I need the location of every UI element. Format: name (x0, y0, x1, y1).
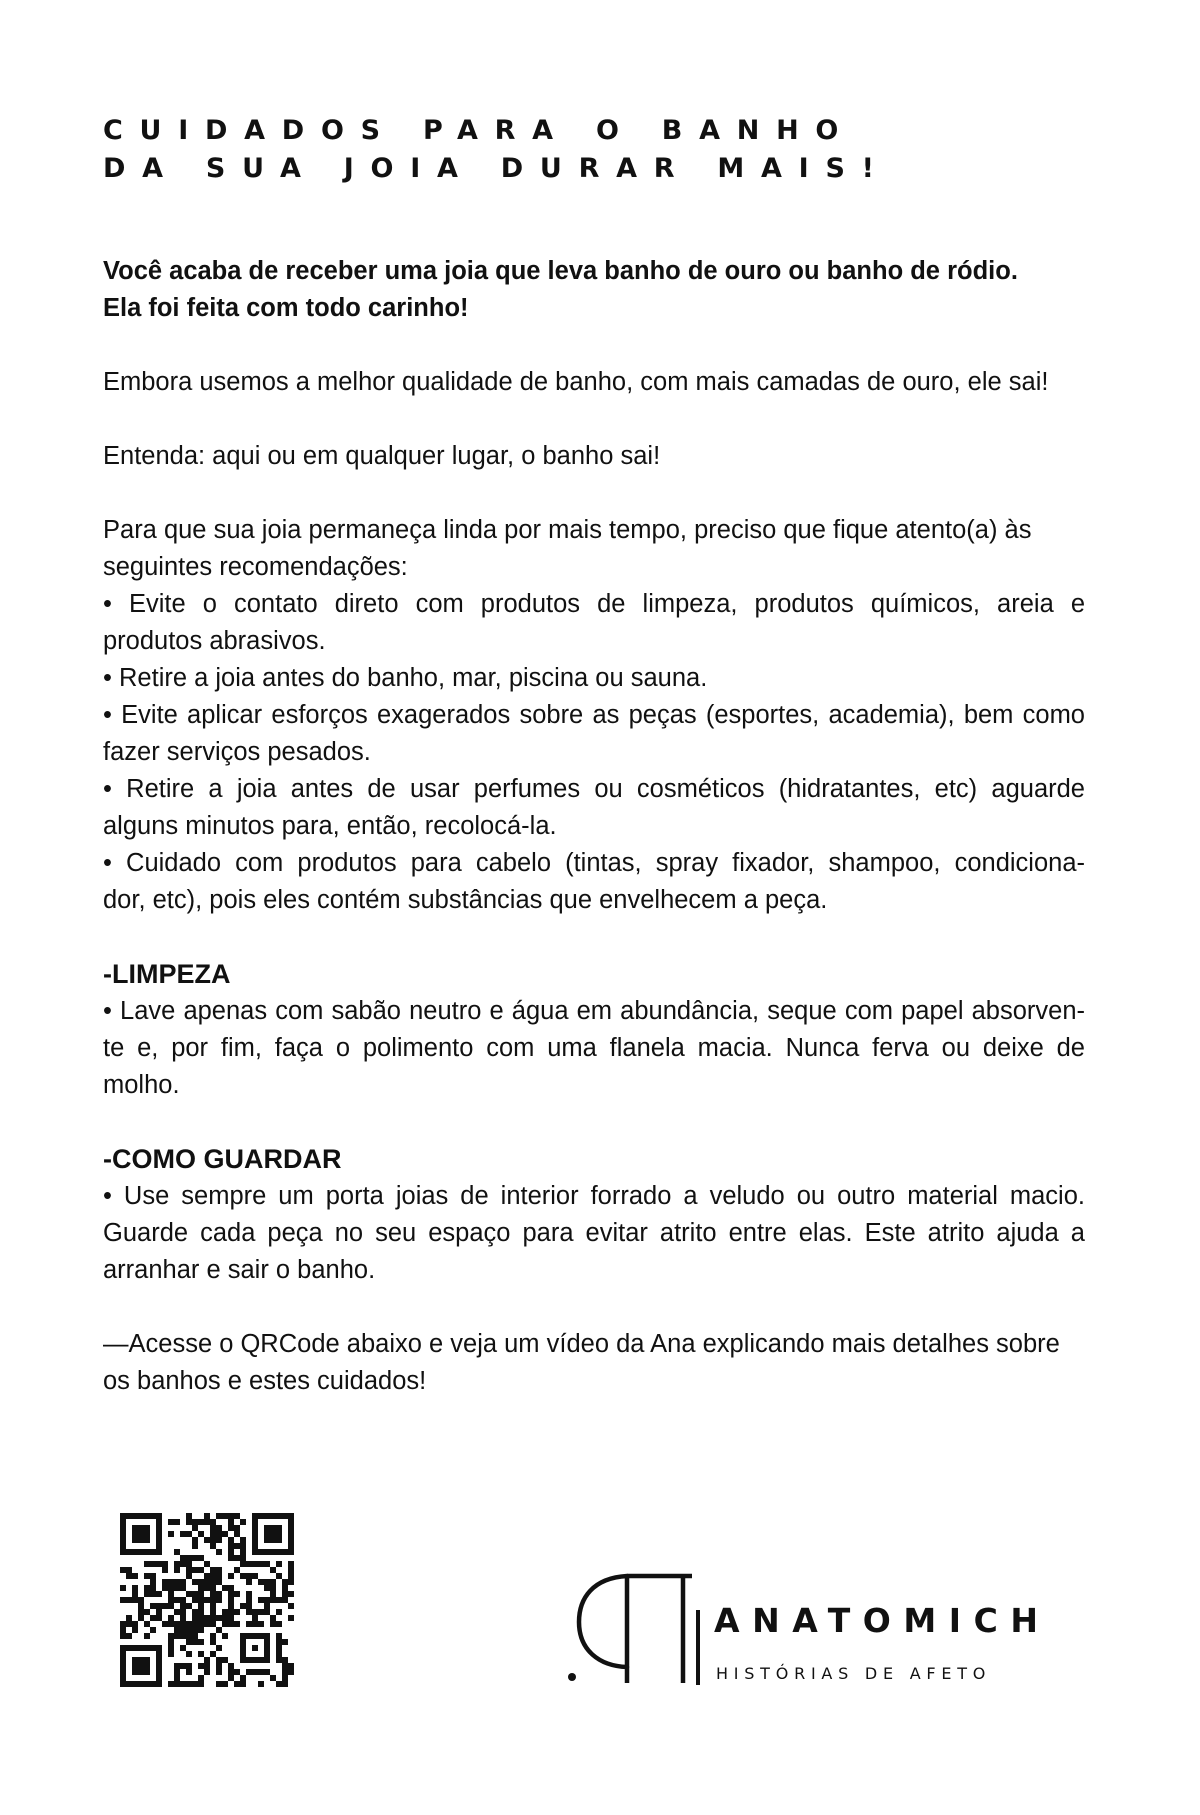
recommendation-item: • Evite aplicar esforços exagerados sobre as peças (esportes, academia), bem como (103, 701, 1085, 729)
brand-name: ANATOMICH (714, 1601, 1051, 1640)
qr-code-icon[interactable] (120, 1513, 294, 1687)
intro-paragraph (103, 253, 1085, 327)
storage-section (103, 1141, 1085, 1289)
intro-line-2: Ela foi feita com todo carinho! (103, 294, 469, 322)
recommendation-item: • Retire a joia antes de usar perfumes ou cosméticos (hidratantes, etc) aguarde (103, 775, 1085, 803)
recommendation-item: produtos abrasivos. (103, 627, 326, 655)
recommendations-line: seguintes recomendações: (103, 553, 408, 581)
recommendations-line: Para que sua joia permaneça linda por mais tempo, preciso que fique atento(a) às (103, 516, 1032, 544)
recommendation-item: fazer serviços pesados. (103, 738, 371, 766)
recommendation-item: dor, etc), pois eles contém substâncias que envelhecem a peça. (103, 886, 828, 914)
recommendation-item: • Evite o contato direto com produtos de limpeza, produtos químicos, areia e (103, 590, 1085, 618)
recommendation-item: • Retire a joia antes do banho, mar, piscina ou sauna. (103, 664, 708, 692)
brand-tagline: HISTÓRIAS DE AFETO (716, 1664, 992, 1683)
cleaning-line: • Lave apenas com sabão neutro e água em abundância, seque com papel absorven- (103, 997, 1085, 1025)
storage-heading: -COMO GUARDAR (103, 1144, 342, 1174)
recommendation-item: alguns minutos para, então, recolocá-la. (103, 812, 557, 840)
cleaning-heading: -LIMPEZA (103, 959, 231, 989)
storage-line: arranhar e sair o banho. (103, 1256, 376, 1284)
page-title (103, 112, 891, 188)
quality-paragraph: Embora usemos a melhor qualidade de banho, com mais camadas de ouro, ele sai! (103, 368, 1049, 396)
notice-paragraph: Entenda: aqui ou em qualquer lugar, o banho sai! (103, 442, 661, 470)
title-line-1: CUIDADOS PARA O BANHO (103, 115, 856, 146)
care-instructions (103, 253, 1085, 1437)
storage-line: • Use sempre um porta joias de interior forrado a veludo ou outro material macio. (103, 1182, 1085, 1210)
title-line-2: DA SUA JOIA DURAR MAIS! (103, 153, 891, 184)
recommendations-section (103, 512, 1085, 919)
cleaning-line: molho. (103, 1071, 180, 1099)
qr-note (103, 1326, 1085, 1400)
cleaning-section (103, 956, 1085, 1104)
cleaning-line: te e, por fim, faça o polimento com uma flanela macia. Nunca ferva ou deixe de (103, 1034, 1085, 1062)
storage-line: Guarde cada peça no seu espaço para evitar atrito entre elas. Este atrito ajuda a (103, 1219, 1085, 1247)
qr-note-line: os banhos e estes cuidados! (103, 1367, 427, 1395)
recommendation-item: • Cuidado com produtos para cabelo (tintas, spray fixador, shampoo, condiciona- (103, 849, 1085, 877)
qr-note-line: —Acesse o QRCode abaixo e veja um vídeo da Ana explicando mais detalhes sobre (103, 1330, 1060, 1358)
intro-line-1: Você acaba de receber uma joia que leva banho de ouro ou banho de ródio. (103, 257, 1018, 285)
